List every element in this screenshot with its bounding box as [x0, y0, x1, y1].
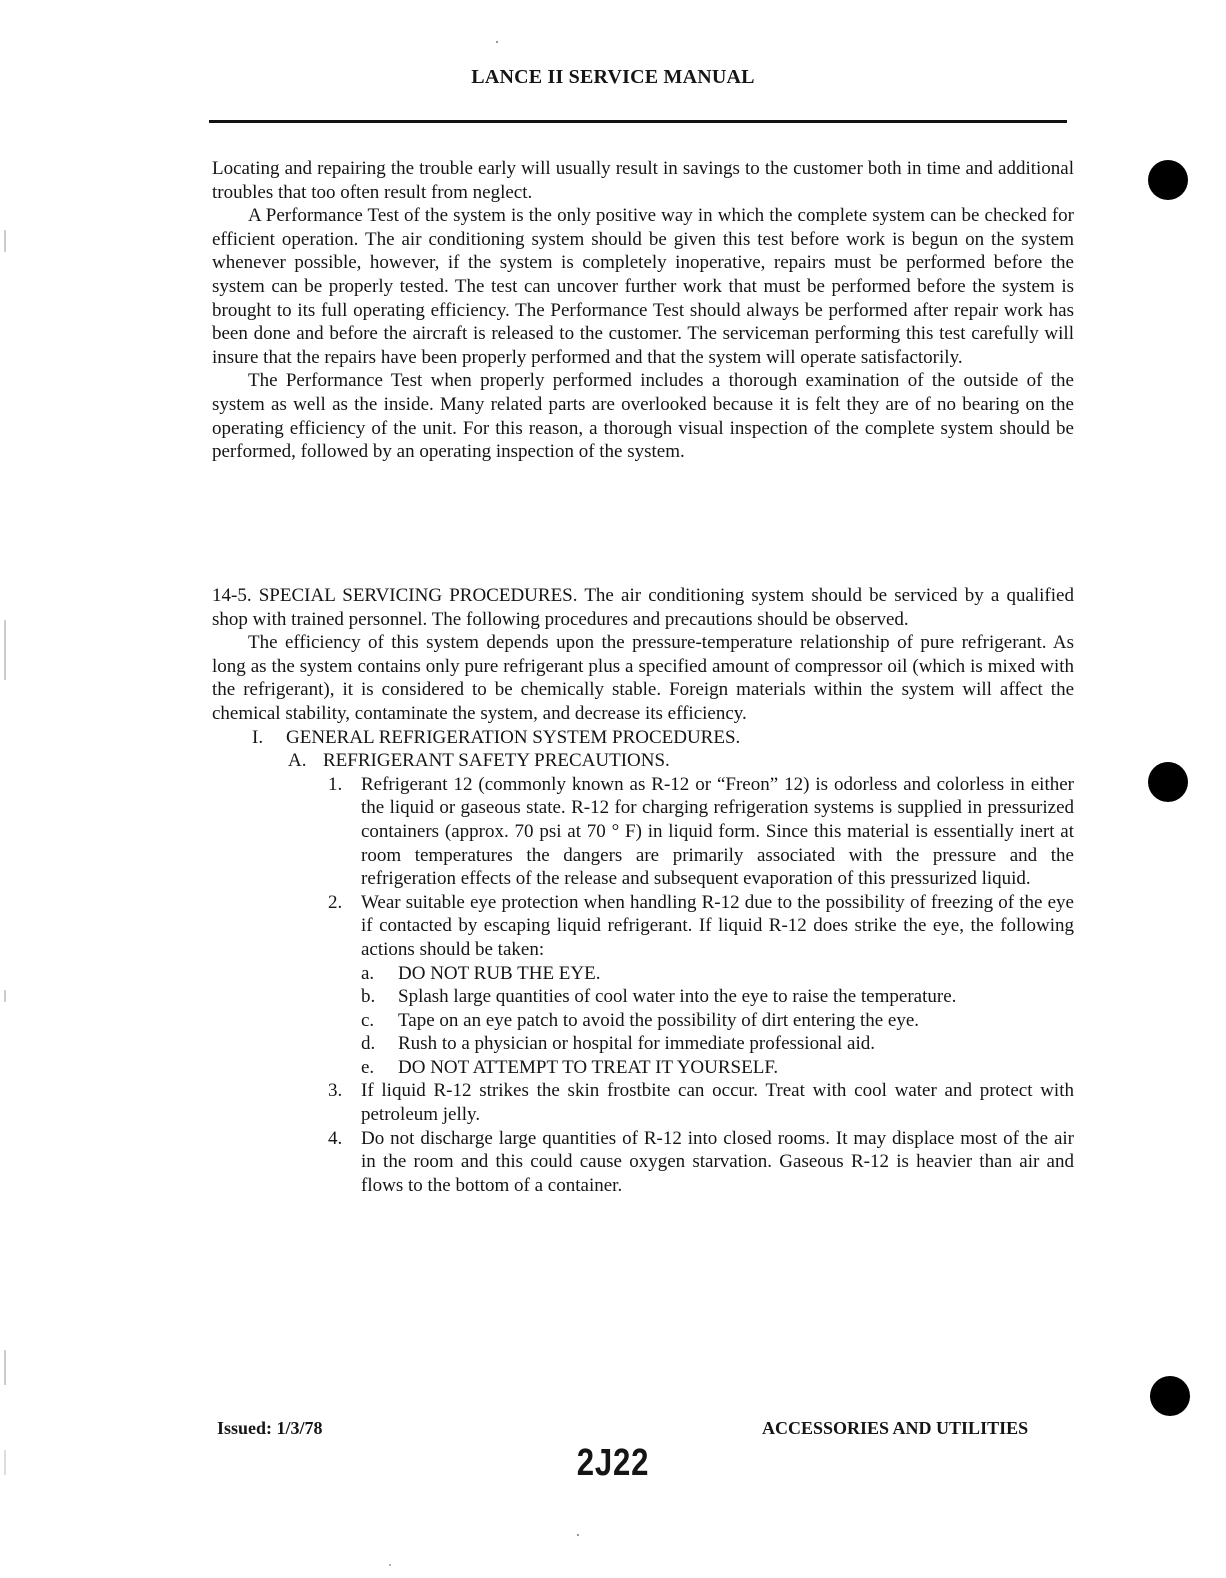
list-item [212, 1079, 1074, 1126]
list-item-label: 2. [328, 891, 343, 913]
outline-level1 [212, 726, 1074, 750]
intro-block [212, 157, 1074, 464]
sub-list-item-text: Rush to a physician or hospital for immediate professional aid. [398, 1033, 876, 1055]
list-item-label: 3. [328, 1080, 343, 1102]
punch-hole [1150, 1376, 1190, 1416]
header-rule [209, 120, 1067, 123]
sub-list-item [212, 1032, 1074, 1056]
sub-list-item-label: e. [361, 1056, 375, 1078]
sub-list-item-text: DO NOT ATTEMPT TO TREAT IT YOURSELF. [398, 1056, 779, 1078]
outline-level2-label: A. [288, 750, 307, 772]
page-title: LANCE II SERVICE MANUAL [471, 66, 755, 88]
punch-hole [1148, 762, 1188, 802]
special-servicing-section [212, 584, 1074, 1197]
outline-level1-text: GENERAL REFRIGERATION SYSTEM PROCEDURES. [286, 726, 741, 748]
sub-list-item-label: b. [361, 986, 376, 1008]
sub-list-item-label: d. [361, 1033, 376, 1055]
list-item-text: If liquid R-12 strikes the skin frostbite can occur. Treat with cool water and protect with petroleum jelly. [361, 1080, 1074, 1126]
footer-issued-date: Issued: 1/3/78 [217, 1418, 323, 1438]
page-identifier: 2J22 [576, 1442, 650, 1484]
list-item [212, 773, 1074, 891]
punch-hole [1148, 160, 1188, 200]
sub-list-item-label: c. [361, 1009, 375, 1031]
sub-list-item-text: DO NOT RUB THE EYE. [398, 962, 601, 984]
scan-speck [389, 1564, 391, 1566]
sub-list-item [212, 1056, 1074, 1080]
scan-speck [577, 1534, 579, 1536]
sub-list-item-text: Splash large quantities of cool water into the eye to raise the temperature. [398, 986, 957, 1008]
intro-paragraph-3: The Performance Test when properly performed includes a thorough examination of the outside of the system as well as the inside. Many related parts are overlooked because it is felt they are of no bearing on the operating efficiency of the unit. For this reason, a thorough visual inspection of the complete system should be performed, followed by an operating inspection of the system. [212, 370, 1074, 463]
list-item-text: Do not discharge large quantities of R-12 into closed rooms. It may displace most of the air in the room and this could cause oxygen starvation. Gaseous R-12 is heavier than air and flows to the bottom of a container. [361, 1127, 1074, 1196]
sub-list-item-text: Tape on an eye patch to avoid the possibility of dirt entering the eye. [398, 1009, 920, 1031]
footer-section-name: ACCESSORIES AND UTILITIES [762, 1418, 1029, 1438]
sub-list-item-label: a. [361, 962, 375, 984]
intro-paragraph-1: Locating and repairing the trouble early will usually result in savings to the customer both in time and additional troubles that too often result from neglect. [212, 158, 1074, 203]
list-item [212, 1127, 1074, 1198]
list-item-label: 1. [328, 773, 343, 795]
list-item-text: Wear suitable eye protection when handling R-12 due to the possibility of freezing of the eye if contacted by escaping liquid refrigerant. If liquid R-12 does strike the eye, the following actions should be taken: [361, 891, 1074, 960]
sub-list-item [212, 985, 1074, 1009]
outline-level2 [212, 749, 1074, 773]
section-heading: 14-5. SPECIAL SERVICING PROCEDURES. [212, 585, 578, 606]
intro-paragraph-2: A Performance Test of the system is the only positive way in which the complete system can be checked for efficient operation. The air conditioning system should be given this test before work is begun on the system whenever possible, however, if the system is completely inoperative, repairs must be performed before the system can be properly tested. The test can uncover further work that must be performed before the system is brought to its full operating efficiency. The Performance Test should always be performed after repair work has been done and before the aircraft is released to the customer. The serviceman performing this test carefully will insure that the repairs have been properly performed and that the system will operate satisfactorily. [212, 205, 1074, 368]
section-paragraph-1 [212, 584, 1074, 631]
list-item-text: Refrigerant 12 (commonly known as R-12 or “Freon” 12) is odorless and colorless in either the liquid or gaseous state. R-12 for charging refrigeration systems is supplied in pressurized containers (approx. 70 psi at 70 ° F) in liquid form. Since this material is essentially inert at room temperatures the dangers are primarily associated with the pressure and the refrigeration effects of the release and subsequent evaporation of this pressurized liquid. [361, 773, 1074, 890]
sub-list-item [212, 962, 1074, 986]
outline-level1-label: I. [252, 726, 264, 748]
sub-list-item [212, 1009, 1074, 1033]
section-intro-text: The air conditioning system should be serviced by a qualified shop with trained personnel. The following procedures and precautions should be observed. [212, 585, 1074, 630]
scan-speck [496, 41, 498, 43]
list-item-label: 4. [328, 1127, 343, 1149]
section-paragraph-2: The efficiency of this system depends upon the pressure-temperature relationship of pure refrigerant. As long as the system contains only pure refrigerant plus a specified amount of compressor oil (which is mixed with the refrigerant), it is considered to be chemically stable. Foreign materials within the system will affect the chemical stability, contaminate the system, and decrease its efficiency. [212, 632, 1074, 724]
outline [212, 726, 1074, 1198]
outline-level2-text: REFRIGERANT SAFETY PRECAUTIONS. [323, 750, 670, 772]
list-item [212, 891, 1074, 962]
